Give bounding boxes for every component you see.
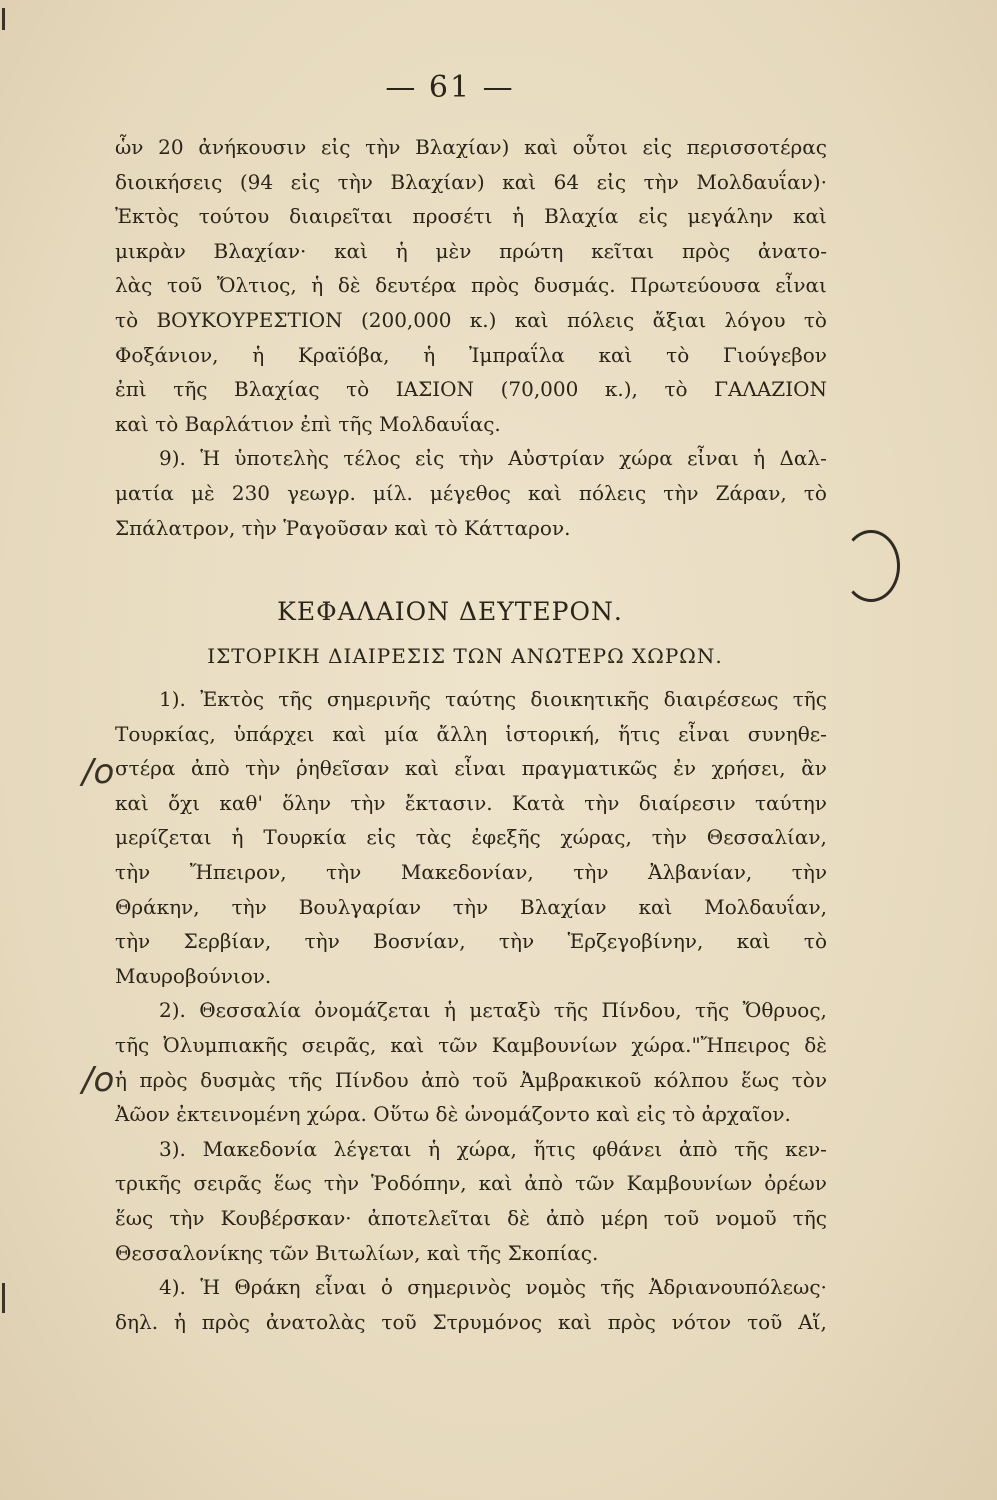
text-line: 9). Ἡ ὑποτελὴς τέλος εἰς τὴν Αὐστρίαν χώρα εἶναι ἡ Δαλ- [159, 446, 827, 471]
text-line: καὶ τὸ Βαρλάτιον ἐπὶ τῆς Μολδαυΐας. [115, 411, 501, 436]
text-line: διοικήσεις (94 εἰς τὴν Βλαχίαν) καὶ 64 εἰς τὴν Μολδαυΐαν)· [115, 169, 827, 194]
handwritten-margin-mark: /o [82, 752, 115, 792]
handwritten-circle-mark [842, 530, 900, 602]
text-line: τὴν Σερβίαν, τὴν Βοσνίαν, τὴν Ἑρζεγοβίνην, καὶ τὸ [115, 929, 827, 954]
text-line: Θράκην, τὴν Βουλγαρίαν τὴν Βλαχίαν καὶ Μολδαυΐαν, [115, 894, 827, 919]
text-line: μερίζεται ἡ Τουρκία εἰς τὰς ἐφεξῆς χώρας, τὴν Θεσσαλίαν, [115, 825, 827, 850]
text-line: Θεσσαλονίκης τῶν Βιτωλίων, καὶ τῆς Σκοπίας. [115, 1240, 599, 1265]
text-line: τρικῆς σειρᾶς ἕως τὴν Ῥοδόπην, καὶ ἀπὸ τῶν Καμβουνίων ὀρέων [115, 1171, 827, 1196]
text-line: τὸ ΒΟΥΚΟΥΡΕΣΤΙΟΝ (200,000 κ.) καὶ πόλεις ἄξιαι λόγου τὸ [115, 307, 827, 332]
text-line: 2). Θεσσαλία ὀνομάζεται ἡ μεταξὺ τῆς Πίνδου, τῆς Ὄθρυος, [159, 998, 827, 1023]
text-line: 1). Ἐκτὸς τῆς σημερινῆς ταύτης διοικητικῆς διαιρέσεως τῆς [159, 687, 827, 711]
text-line: Φοξάνιον, ἡ Κραϊόβα, ἡ Ἰμπραΐλα καὶ τὸ Γιούγεβον [115, 342, 827, 367]
text-line: ματία μὲ 230 γεωγρ. μίλ. μέγεθος καὶ πόλεις τὴν Ζάραν, τὸ [115, 480, 827, 505]
chapter-subtitle: ΙΣΤΟΡΙΚΗ ΔΙΑΙΡΕΣΙΣ ΤΩΝ ΑΝΩΤΕΡΩ ΧΩΡΩΝ. [207, 644, 723, 668]
edge-mark [2, 8, 5, 30]
chapter-title: ΚΕΦΑΛΑΙΟΝ ΔΕΥΤΕΡΟΝ. [277, 597, 623, 626]
text-line: τῆς Ὀλυμπιακῆς σειρᾶς, καὶ τῶν Καμβουνίων χώρα."Ἤπειρος δὲ [115, 1032, 827, 1057]
text-line: ἕως τὴν Κουβέρσκαν· ἀποτελεῖται δὲ ἀπὸ μέρη τοῦ νομοῦ τῆς [115, 1205, 827, 1230]
text-line: ἐπὶ τῆς Βλαχίας τὸ ΙΑΣΙΟΝ (70,000 κ.), τὸ ΓΑΛΑΖΙΟΝ [115, 377, 827, 402]
text-block-sections [115, 682, 827, 1339]
text-line: Ἀῶον ἐκτεινομένη χώρα. Οὕτω δὲ ὠνομάζοντο καὶ εἰς τὸ ἀρχαῖον. [115, 1102, 791, 1127]
text-line: 4). Ἡ Θράκη εἶναι ὁ σημερινὸς νομὸς τῆς Ἀδριανουπόλεως· [159, 1275, 827, 1300]
text-line: ἡ πρὸς δυσμὰς τῆς Πίνδου ἀπὸ τοῦ Ἀμβρακικοῦ κόλπου ἕως τὸν [115, 1067, 827, 1092]
page-number: — 61 — [385, 70, 515, 105]
text-line: μικρὰν Βλαχίαν· καὶ ἡ μὲν πρώτη κεῖται πρὸς ἀνατο- [115, 238, 827, 263]
text-line: λὰς τοῦ Ὄλτιος, ἡ δὲ δευτέρα πρὸς δυσμάς. Πρωτεύουσα εἶναι [115, 273, 827, 298]
text-line: Ἐκτὸς τούτου διαιρεῖται προσέτι ἡ Βλαχία εἰς μεγάλην καὶ [115, 204, 827, 229]
text-line: 3). Μακεδονία λέγεται ἡ χώρα, ἥτις φθάνει ἀπὸ τῆς κεν- [159, 1136, 827, 1161]
text-line: καὶ ὄχι καθ' ὅλην τὴν ἔκτασιν. Κατὰ τὴν διαίρεσιν ταύτην [115, 790, 827, 815]
text-line: ὧν 20 ἀνήκουσιν εἰς τὴν Βλαχίαν) καὶ οὗτοι εἰς περισσοτέρας [115, 135, 827, 159]
text-line: στέρα ἀπὸ τὴν ῥηθεῖσαν καὶ εἶναι πραγματικῶς ἐν χρήσει, ἂν [115, 756, 827, 781]
text-line: Μαυροβούνιον. [115, 963, 272, 988]
text-line: Τουρκίας, ὑπάρχει καὶ μία ἄλλη ἱστορική, ἥτις εἶναι συνηθε- [115, 721, 827, 746]
text-line: Σπάλατρον, τὴν Ῥαγοῦσαν καὶ τὸ Κάτταρον. [115, 515, 571, 540]
text-line: δηλ. ἡ πρὸς ἀνατολὰς τοῦ Στρυμόνος καὶ πρὸς νότον τοῦ Αἵ, [115, 1309, 827, 1334]
text-line: τὴν Ἤπειρον, τὴν Μακεδονίαν, τὴν Ἀλβανίαν, τὴν [115, 859, 827, 884]
text-block-top [115, 130, 827, 545]
edge-mark [2, 1283, 5, 1313]
handwritten-margin-mark: /o [82, 1060, 115, 1100]
